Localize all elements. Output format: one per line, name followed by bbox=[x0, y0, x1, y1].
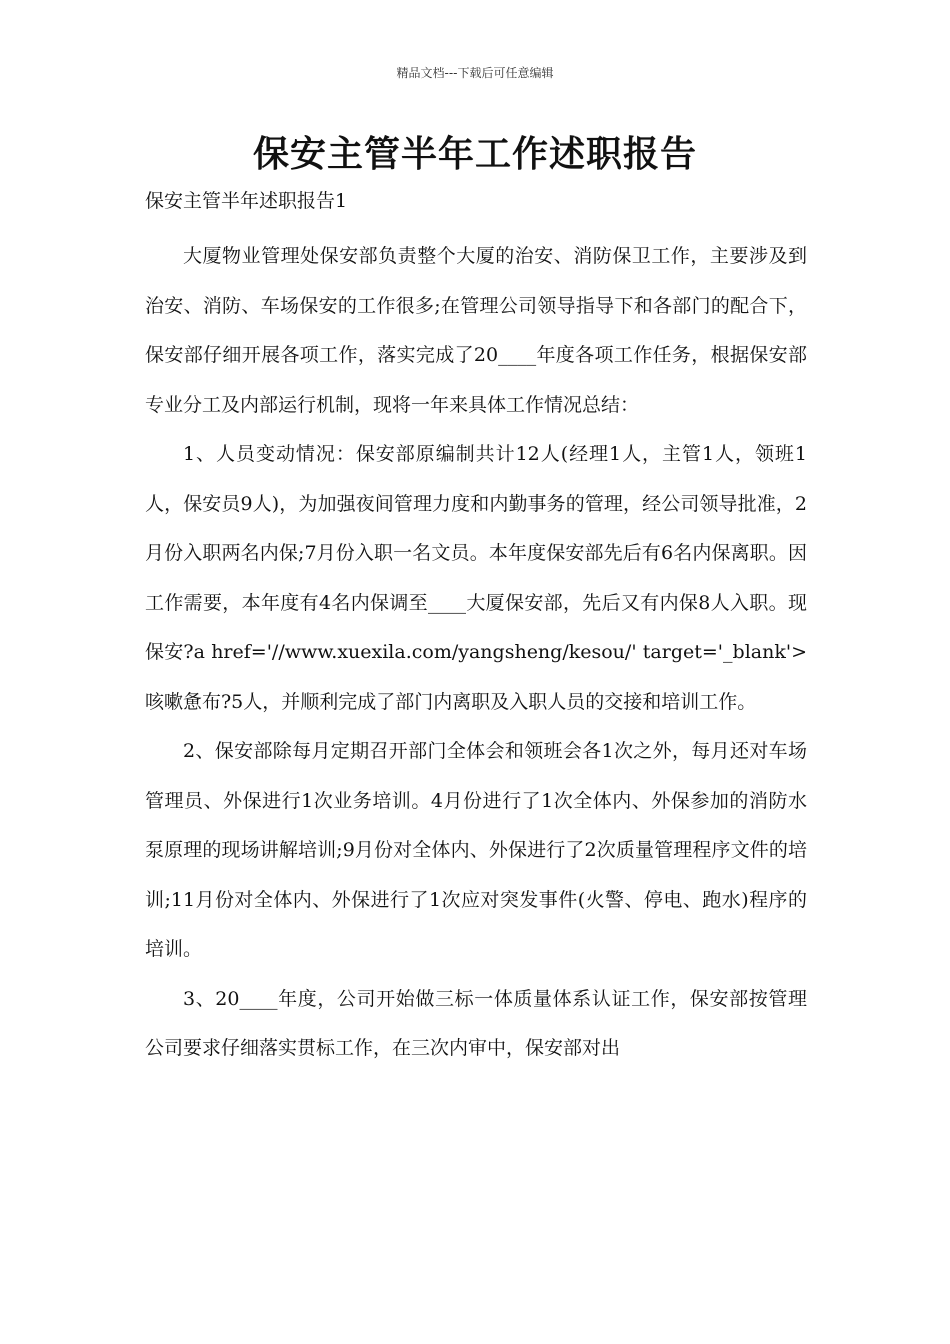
paragraph-intro: 大厦物业管理处保安部负责整个大厦的治安、消防保卫工作，主要涉及到治安、消防、车场保安的工作很多;在管理公司领导指导下和各部门的配合下，保安部仔细开展各项工作，落实完成了20____年度各项工作任务，根据保安部专业分工及内部运行机制，现将一年来具体工作情况总结： bbox=[145, 245, 807, 416]
header-note: 精品文档---下载后可任意编辑 bbox=[396, 66, 554, 80]
document-title: 保安主管半年工作述职报告 bbox=[252, 134, 697, 175]
paragraph-item-1: 1、人员变动情况：保安部原编制共计12人(经理1人，主管1人，领班1人，保安员9人)，为加强夜间管理力度和内勤事务的管理，经公司领导批准，2月份入职两名内保;7月份入职一名文员。本年度保安部先后有6名内保离职。因工作需要，本年度有4名内保调至____大厦保安部，先后又有内保8人入职。现保安?a href='//www.xuexila.com/yangsheng/kesou/' target='_blank'>咳嗽惫布?5人，并顺利完成了部门内离职及入职人员的交接和培训工作。 bbox=[145, 443, 807, 713]
paragraph-item-2: 2、保安部除每月定期召开部门全体会和领班会各1次之外，每月还对车场管理员、外保进行1次业务培训。4月份进行了1次全体内、外保参加的消防水泵原理的现场讲解培训;9月份对全体内、外保进行了2次质量管理程序文件的培训;11月份对全体内、外保进行了1次应对突发事件(火警、停电、跑水)程序的培训。 bbox=[145, 740, 807, 960]
document-body bbox=[145, 232, 807, 1074]
section-subtitle: 保安主管半年述职报告1 bbox=[145, 190, 348, 212]
paragraph-item-3: 3、20____年度，公司开始做三标一体质量体系认证工作，保安部按管理公司要求仔细落实贯标工作，在三次内审中，保安部对出 bbox=[145, 987, 807, 1059]
